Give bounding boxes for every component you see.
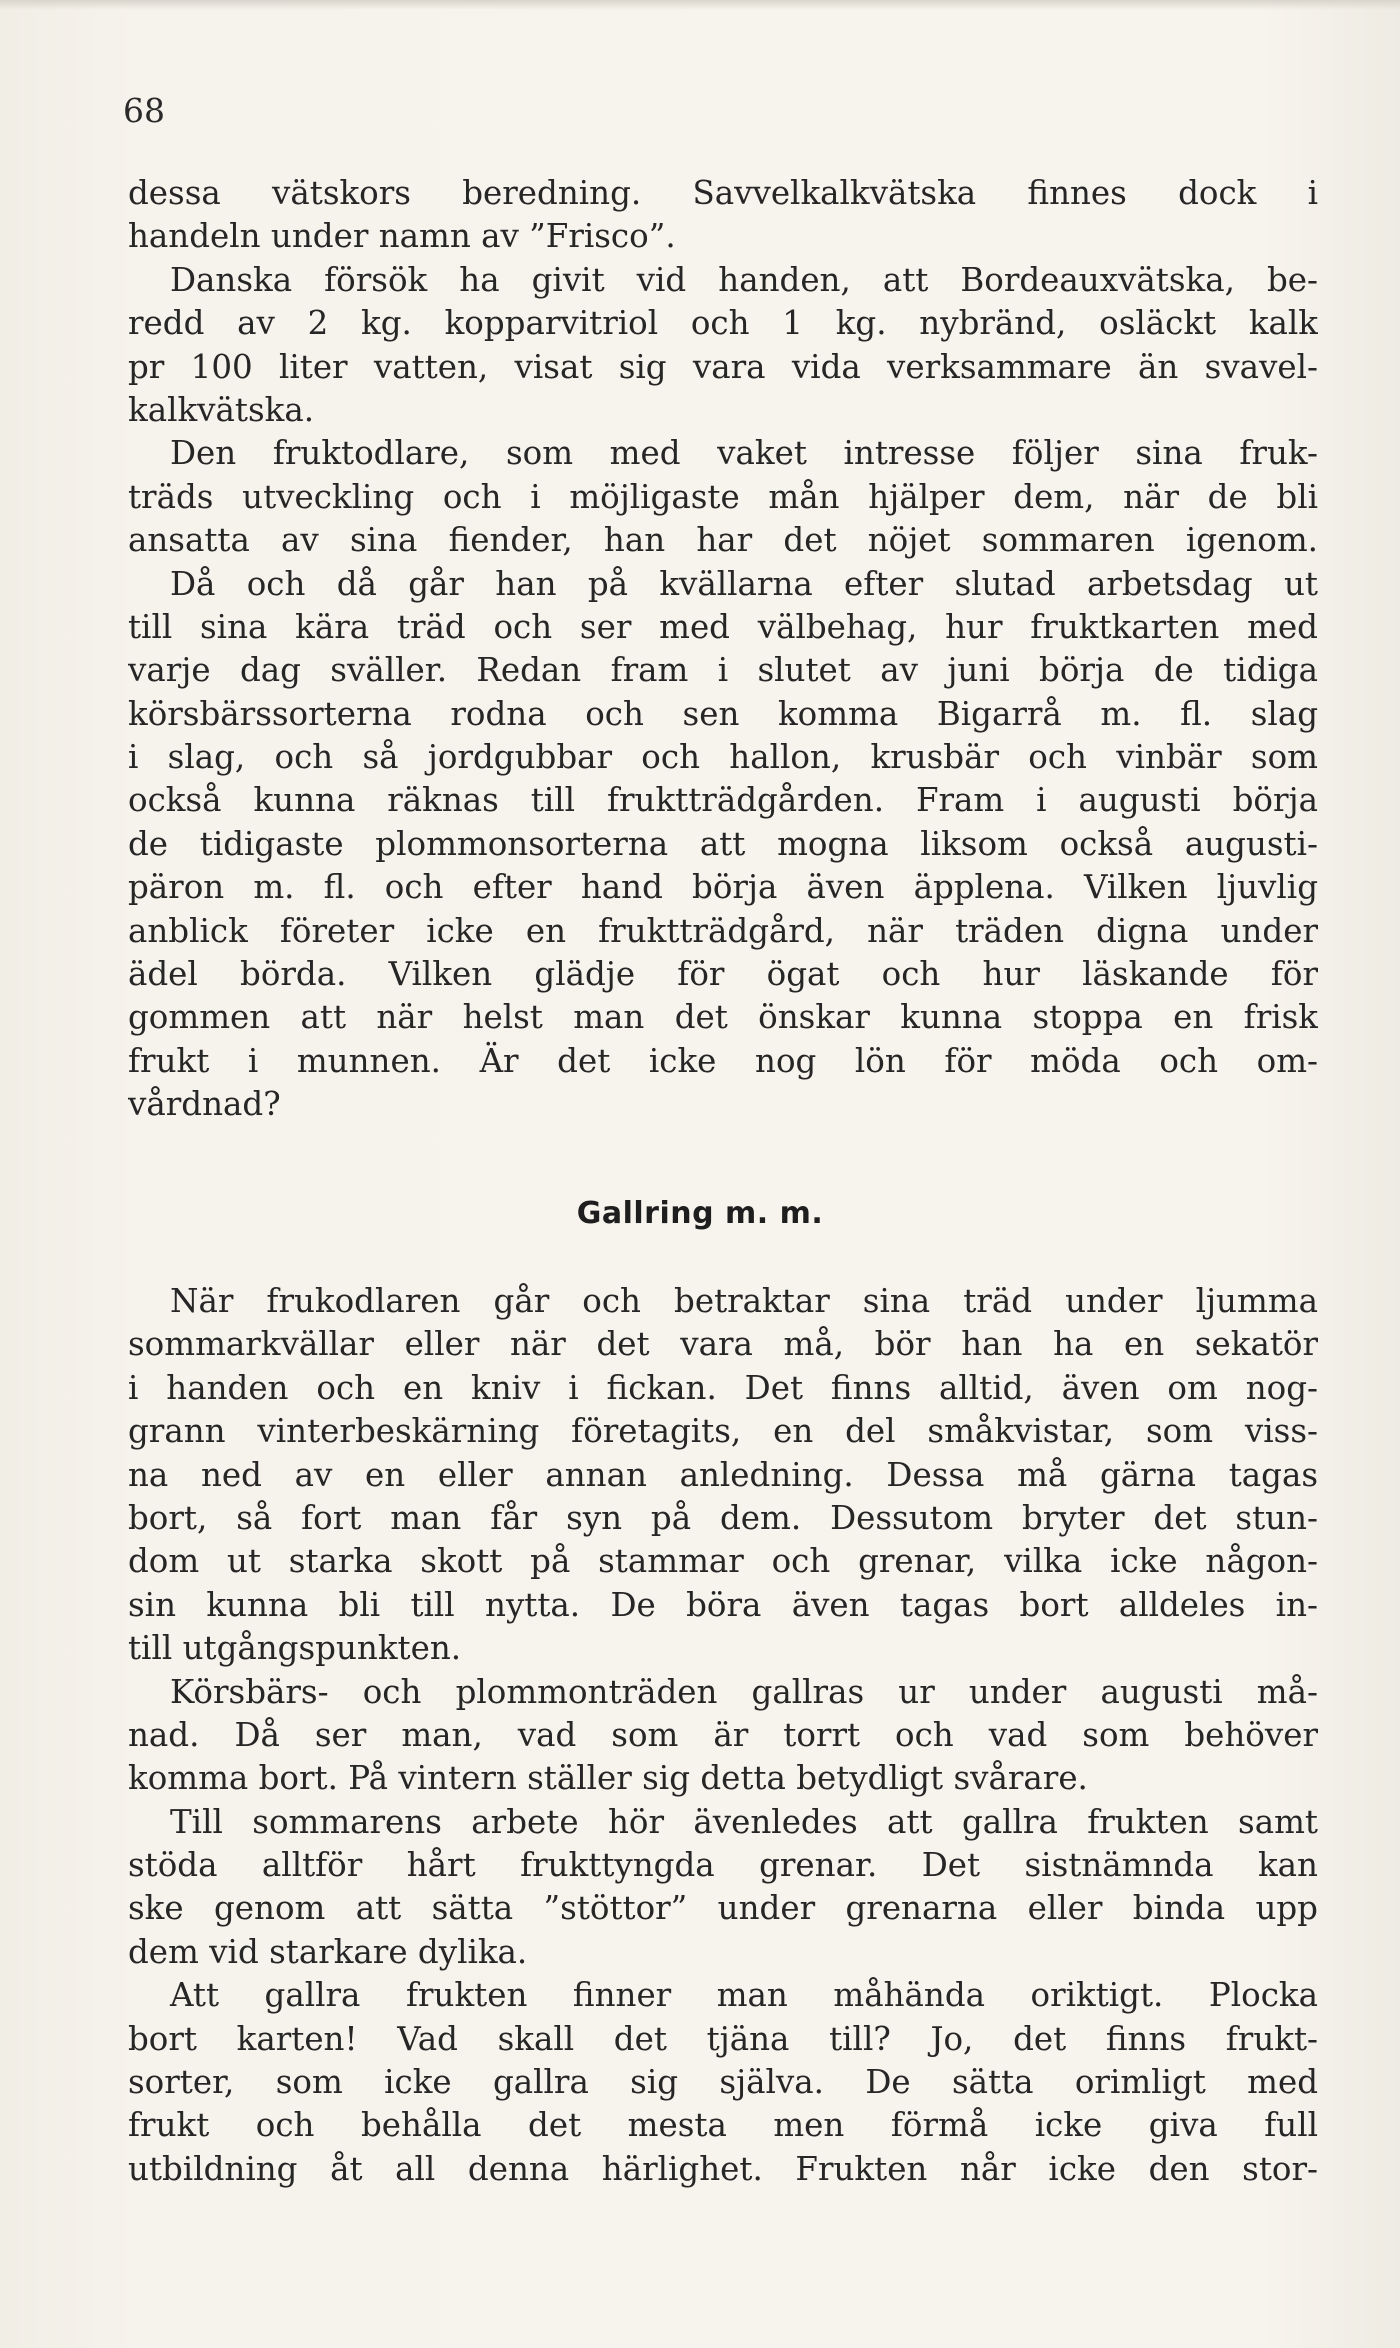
- paragraphs-top: [128, 172, 1318, 1127]
- text-line: frukt och behålla det mesta men förmå icke giva full: [128, 2106, 1318, 2145]
- text-line: i slag, och så jordgubbar och hallon, krusbär och vinbär som: [128, 738, 1318, 777]
- text-line: päron m. fl. och efter hand börja även äpplena. Vilken ljuvlig: [128, 868, 1318, 907]
- section-heading: Gallring m. m.: [576, 1196, 824, 1231]
- text-line: Körsbärs- och plommonträden gallras ur under augusti må-: [170, 1672, 1318, 1711]
- text-line: varje dag sväller. Redan fram i slutet av juni börja de tidiga: [128, 651, 1318, 690]
- text-line: Att gallra frukten finner man måhända oriktigt. Plocka: [170, 1976, 1318, 2015]
- text-line: Den fruktodlare, som med vaket intresse följer sina fruk-: [170, 434, 1318, 473]
- text-line: dessa vätskors beredning. Savvelkalkvätska finnes dock i: [128, 174, 1318, 212]
- text-line: de tidigaste plommonsorterna att mogna liksom också augusti-: [128, 824, 1318, 863]
- text-line: utbildning åt all denna härlighet. Frukten når icke den stor-: [128, 2149, 1318, 2188]
- text-line: ansatta av sina fiender, han har det nöjet sommaren igenom.: [128, 521, 1318, 560]
- text-line: dem vid starkare dylika.: [128, 1932, 528, 1971]
- text-line: sin kunna bli till nytta. De böra även tagas bort alldeles in-: [128, 1585, 1318, 1624]
- text-line: stöda alltför hårt frukttyngda grenar. Det sistnämnda kan: [128, 1846, 1318, 1885]
- text-line: grann vinterbeskärning företagits, en del småkvistar, som viss-: [128, 1412, 1318, 1451]
- text-line: handeln under namn av ”Frisco”.: [128, 217, 676, 256]
- text-line: pr 100 liter vatten, visat sig vara vida verksammare än svavel-: [128, 347, 1318, 386]
- text-line: frukt i munnen. Är det icke nog lön för möda och om-: [128, 1041, 1318, 1080]
- text-line: nad. Då ser man, vad som är torrt och vad som behöver: [128, 1715, 1318, 1754]
- text-line: Då och då går han på kvällarna efter slutad arbetsdag ut: [170, 564, 1318, 603]
- text-line: kalkvätska.: [128, 390, 315, 429]
- paragraphs-bottom: [128, 1280, 1318, 2191]
- text-line: gommen att när helst man det önskar kunna stoppa en frisk: [128, 998, 1318, 1037]
- text-line: komma bort. På vintern ställer sig detta betydligt svårare.: [128, 1759, 1088, 1798]
- text-line: körsbärssorterna rodna och sen komma Bigarrå m. fl. slag: [128, 694, 1318, 733]
- text-line: anblick företer icke en fruktträdgård, när träden digna under: [128, 911, 1318, 950]
- text-line: Danska försök ha givit vid handen, att Bordeauxvätska, be-: [170, 260, 1318, 299]
- text-line: sorter, som icke gallra sig själva. De sätta orimligt med: [128, 2063, 1318, 2102]
- text-line: bort, så fort man får syn på dem. Dessutom bryter det stun-: [128, 1498, 1318, 1537]
- text-line: ske genom att sätta ”stöttor” under grenarna eller binda upp: [128, 1889, 1318, 1928]
- page-top-edge: [0, 0, 1400, 10]
- text-line: träds utveckling och i möjligaste mån hjälper dem, när de bli: [128, 477, 1318, 516]
- text-line: i handen och en kniv i fickan. Det finns alltid, även om nog-: [128, 1368, 1318, 1407]
- text-line: na ned av en eller annan anledning. Dessa må gärna tagas: [128, 1455, 1318, 1494]
- text-line: vårdnad?: [128, 1085, 281, 1124]
- text-line: också kunna räknas till fruktträdgården. Fram i augusti börja: [128, 781, 1318, 820]
- text-line: till utgångspunkten.: [128, 1629, 462, 1668]
- text-line: När frukodlaren går och betraktar sina träd under ljumma: [170, 1282, 1318, 1320]
- text-line: sommarkvällar eller när det vara må, bör han ha en sekatör: [128, 1325, 1318, 1364]
- text-line: redd av 2 kg. kopparvitriol och 1 kg. nybränd, osläckt kalk: [128, 304, 1318, 343]
- text-line: ädel börda. Vilken glädje för ögat och hur läskande för: [128, 955, 1318, 994]
- text-line: dom ut starka skott på stammar och grenar, vilka icke någon-: [128, 1542, 1318, 1581]
- text-line: bort karten! Vad skall det tjäna till? Jo, det finns frukt-: [128, 2019, 1318, 2058]
- text-line: till sina kära träd och ser med välbehag, hur fruktkarten med: [128, 607, 1318, 646]
- page-number: 68: [123, 91, 165, 130]
- text-line: Till sommarens arbete hör ävenledes att gallra frukten samt: [170, 1802, 1318, 1841]
